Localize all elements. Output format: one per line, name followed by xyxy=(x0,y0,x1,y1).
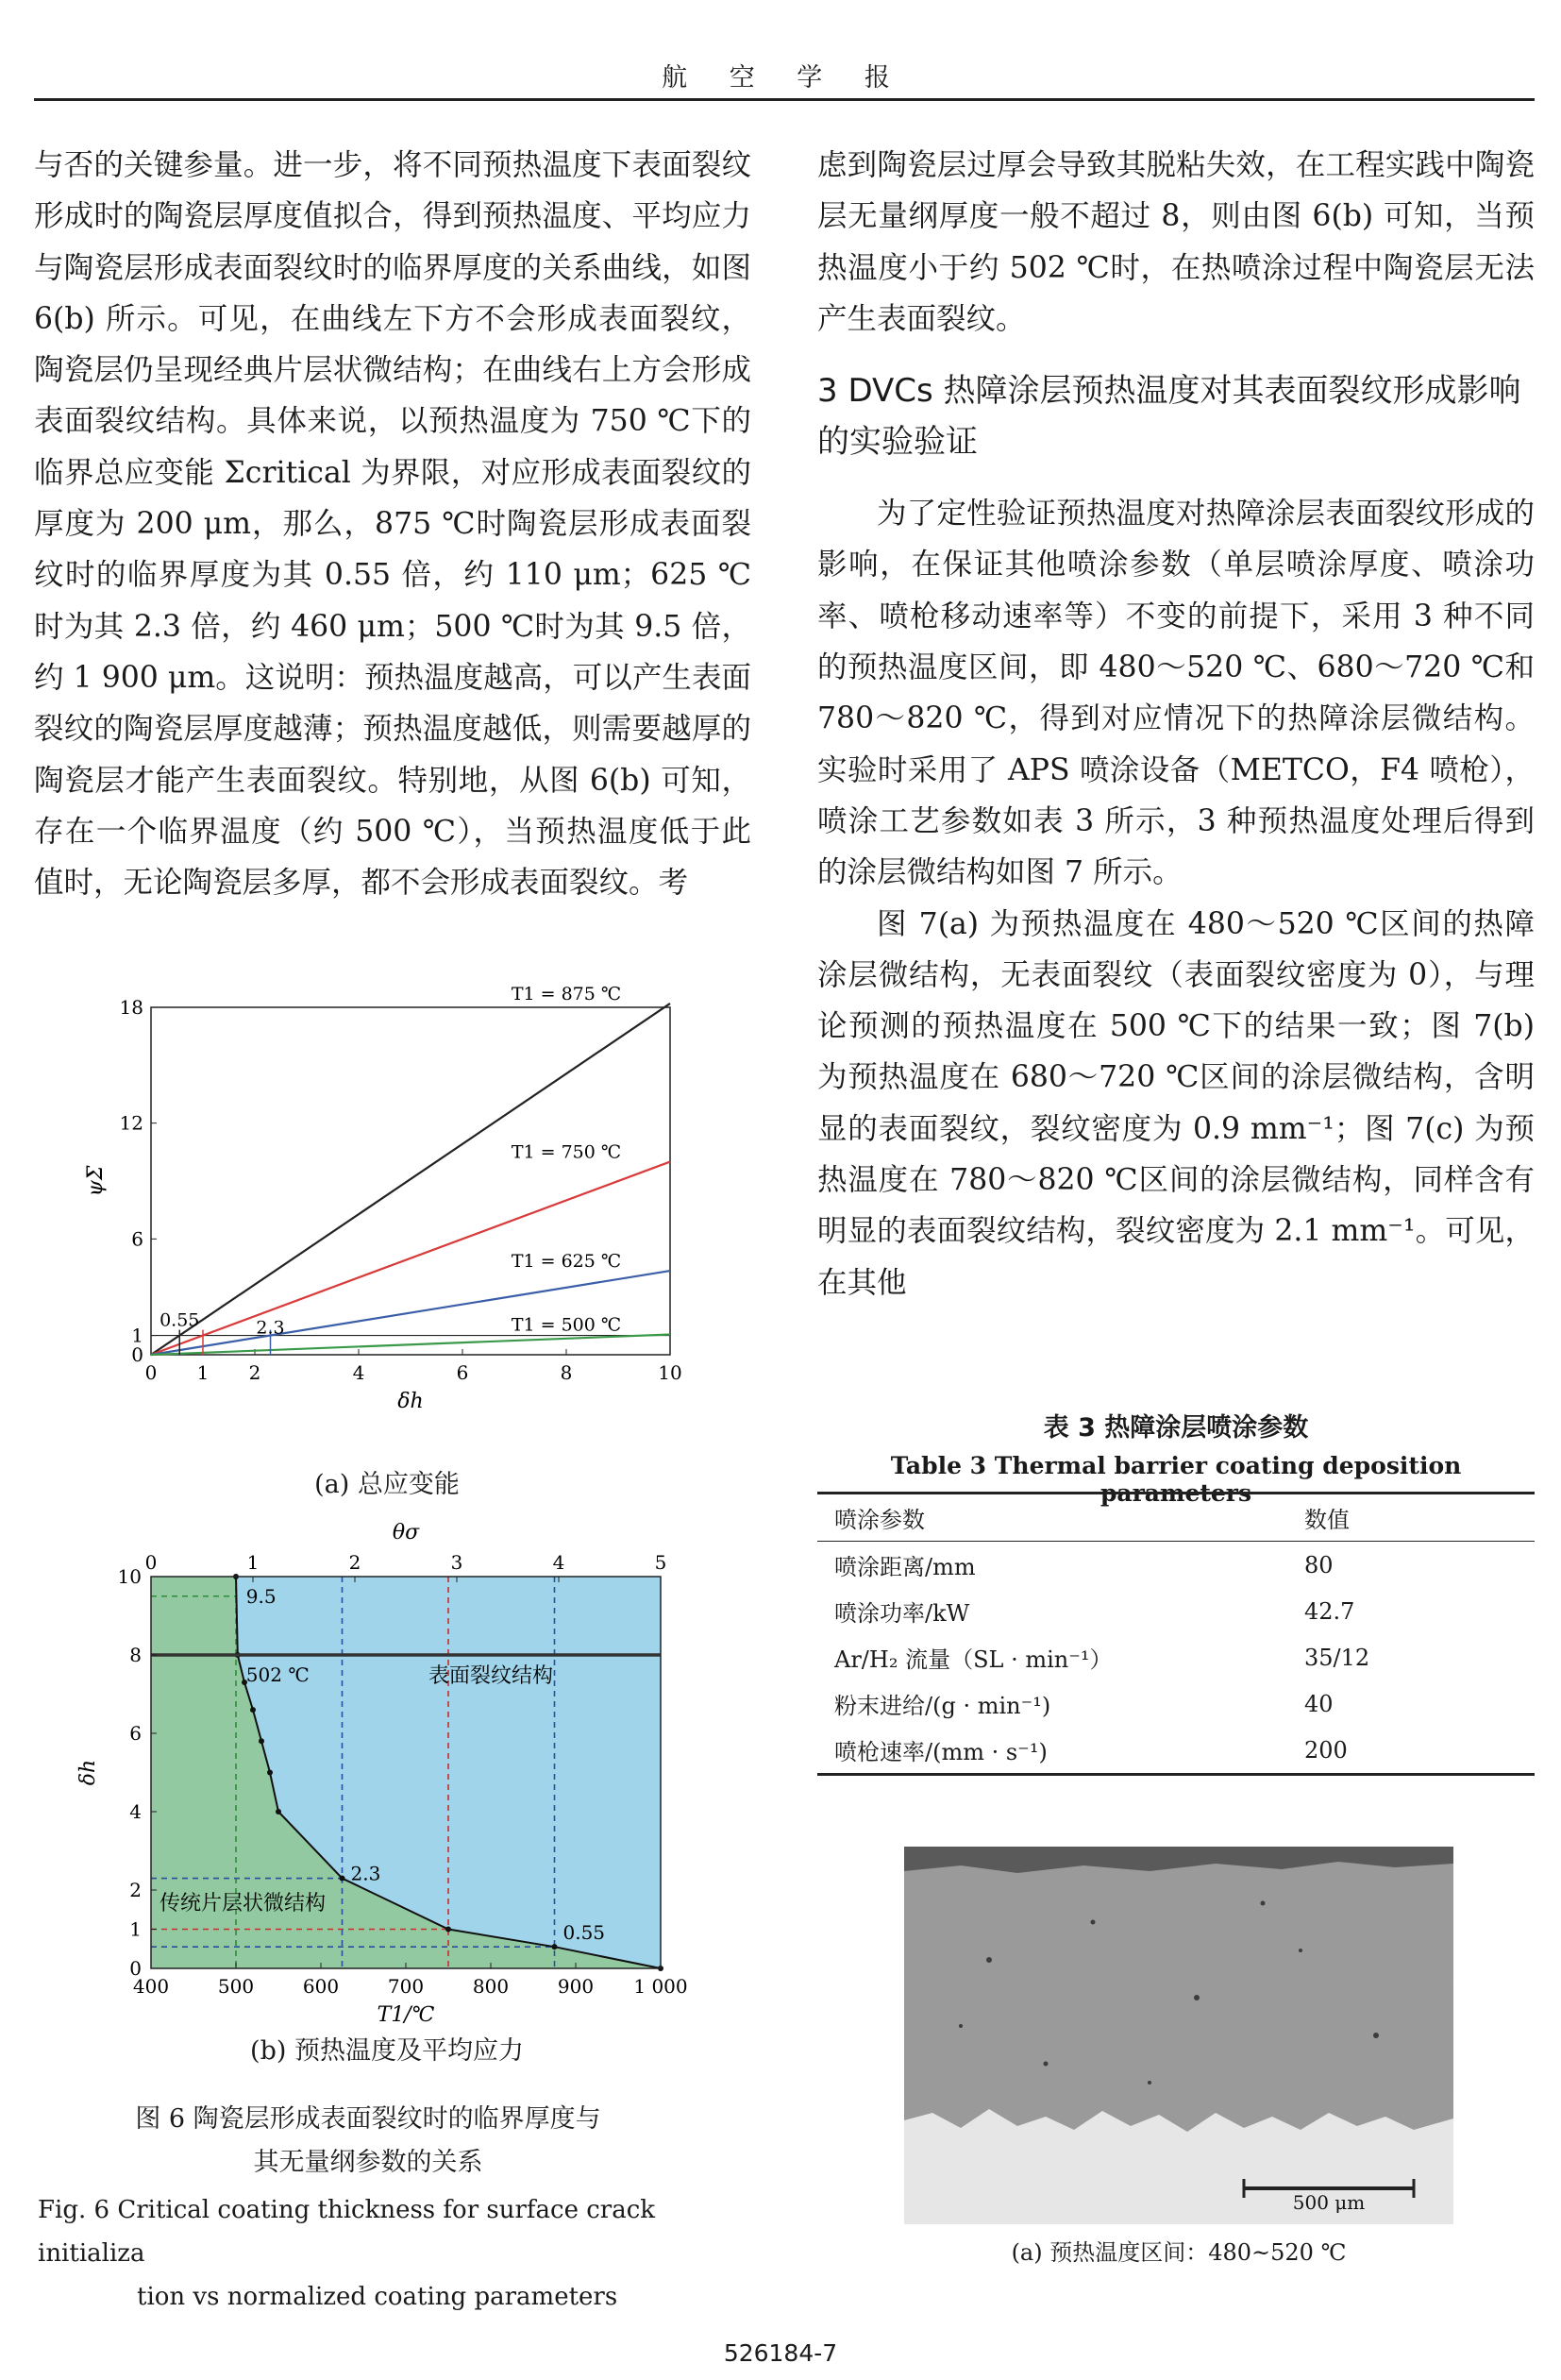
left-column xyxy=(34,140,751,908)
x-tick-label: 700 xyxy=(387,1975,425,1998)
top-tick-label: 4 xyxy=(552,1551,565,1574)
table-row xyxy=(817,1634,1535,1680)
y-tick-label: 12 xyxy=(119,1111,143,1135)
micrograph-image xyxy=(904,1847,1453,2224)
x-tick-label: 500 xyxy=(217,1975,255,1998)
annotation-label: 2.3 xyxy=(350,1862,381,1885)
x-tick-label: 400 xyxy=(132,1975,170,1998)
figure-6-caption-cn-line2: 其无量纲参数的关系 xyxy=(253,2148,483,2177)
annotation-label: 502 ℃ xyxy=(245,1663,310,1686)
scale-bar-label: 500 μm xyxy=(1292,2191,1366,2214)
annotation-label: 0.55 xyxy=(562,1921,606,1945)
table-cell-param: 喷枪速率/(mm · s⁻¹) xyxy=(834,1739,1048,1765)
x-axis-label: δh xyxy=(397,1390,424,1413)
x-tick-label: 6 xyxy=(456,1361,469,1384)
figure-6b-subcaption: (b) 预热温度及平均应力 xyxy=(250,2036,524,2066)
table-cell-value: 40 xyxy=(1304,1690,1334,1717)
region-label: 表面裂纹结构 xyxy=(428,1664,554,1689)
curve-point xyxy=(340,1876,345,1882)
top-axis-label: θσ xyxy=(392,1521,420,1544)
annotation-label: 0.55 xyxy=(159,1309,200,1331)
x-tick-label: 800 xyxy=(472,1975,510,1998)
figure-6-caption-en-line1: Fig. 6 Critical coating thickness for surface crack initializa xyxy=(38,2196,656,2268)
x-tick-label: 1 000 xyxy=(633,1975,688,1998)
curve-point xyxy=(552,1944,558,1950)
table-cell-value: 42.7 xyxy=(1304,1597,1355,1625)
table-row xyxy=(817,1727,1535,1775)
top-tick-label: 3 xyxy=(450,1551,463,1574)
table-cell-value: 200 xyxy=(1304,1736,1348,1764)
top-tick-label: 0 xyxy=(144,1551,158,1574)
right-paragraph-2: 为了定性验证预热温度对热障涂层表面裂纹形成的影响，在保证其他喷涂参数（单层喷涂厚度、喷涂功率、喷枪移动速率等）不变的前提下，采用 3 种不同的预热温度区间，即 480～520 ℃、680～720 ℃和 780～820 ℃，得到对应情况下的热障涂层微结构。实验时采用了 APS 喷涂设备（METCO，F4 喷枪），喷涂工艺参数如表 3 所示，3 种预热温度处理后得到的涂层微结构如图 7 所示。 xyxy=(817,497,1535,890)
x-axis-label: T1/℃ xyxy=(377,2003,435,2027)
figure-6-caption-cn xyxy=(38,2098,698,2185)
annotation-label: 9.5 xyxy=(245,1584,277,1608)
table-3-caption-cn: 表 3 热障涂层喷涂参数 xyxy=(1043,1413,1309,1443)
table-row xyxy=(817,1588,1535,1634)
x-tick-label: 8 xyxy=(560,1361,573,1384)
figure-7a-micrograph xyxy=(904,1847,1453,2224)
curve-point xyxy=(445,1927,451,1933)
x-tick-label: 2 xyxy=(248,1361,261,1384)
x-tick-label: 4 xyxy=(352,1361,365,1384)
y-tick-label: 1 xyxy=(129,1917,142,1941)
table-header-value: 数值 xyxy=(1304,1507,1350,1533)
table-3-caption-en: Table 3 Thermal barrier coating deposition parameters xyxy=(890,1452,1462,1507)
x-tick-label: 1 xyxy=(196,1361,210,1384)
curve-point xyxy=(250,1707,256,1713)
section-title: 3 DVCs 热障涂层预热温度对其表面裂纹形成影响的实验验证 xyxy=(817,372,1521,462)
annotation-label: 2.3 xyxy=(256,1317,285,1339)
figure-6-caption-en-line2: tion vs normalized coating parameters xyxy=(137,2283,618,2311)
figure-6-caption-cn-line1: 图 6 陶瓷层形成表面裂纹时的临界厚度与 xyxy=(135,2104,601,2134)
y-tick-label: 0 xyxy=(131,1343,143,1366)
series-label: T1 = 875 ℃ xyxy=(511,983,622,1004)
curve-point xyxy=(267,1770,273,1776)
figure-7a-subcaption: (a) 预热温度区间：480~520 ℃ xyxy=(1011,2239,1347,2266)
curve-point xyxy=(276,1809,281,1815)
y-axis-label: ψΣ xyxy=(84,1165,108,1197)
y-tick-label: 0 xyxy=(129,1957,142,1980)
table-header-row xyxy=(817,1494,1535,1542)
y-tick-label: 18 xyxy=(119,996,143,1019)
y-tick-label: 8 xyxy=(129,1644,142,1666)
figure-6a-subcaption: (a) 总应变能 xyxy=(314,1470,460,1499)
table-cell-param: Ar/H₂ 流量（SL · min⁻¹） xyxy=(834,1646,1113,1673)
y-tick-label: 6 xyxy=(129,1722,142,1745)
right-paragraph-3: 图 7(a) 为预热温度在 480～520 ℃区间的热障涂层微结构，无表面裂纹（表面裂纹密度为 0），与理论预测的预热温度在 500 ℃下的结果一致；图 7(b) 为预热温度在 680～720 ℃区间的涂层微结构，含明显的表面裂纹，裂纹密度为 0.9 mm⁻¹；图 7(c) 为预热温度在 780～820 ℃区间的涂层微结构，同样含有明显的表面裂纹结构，裂纹密度为 2.1 mm⁻¹。可见，在其他 xyxy=(817,906,1535,1300)
y-axis-label: δh xyxy=(76,1759,100,1786)
x-tick-label: 900 xyxy=(557,1975,595,1998)
left-paragraph: 与否的关键参量。进一步，将不同预热温度下表面裂纹形成时的陶瓷层厚度值拟合，得到预热温度、平均应力与陶瓷层形成表面裂纹时的临界厚度的关系曲线，如图 6(b) 所示。可见，在曲线左下方不会形成表面裂纹，陶瓷层仍呈现经典片层状微结构；在曲线右上方会形成表面裂纹结构。具体来说，以预热温度为 750 ℃下的临界总应变能 Σcritical 为界限，对应形成表面裂纹的厚度为 200 μm，那么，875 ℃时陶瓷层形成表面裂纹时的临界厚度为其 0.55 倍，约 110 μm；625 ℃时为其 2.3 倍，约 460 μm；500 ℃时为其 9.5 倍，约 1 900 μm。这说明：预热温度越高，可以产生表面裂纹的陶瓷层厚度越薄；预热温度越低，则需要越厚的陶瓷层才能产生表面裂纹。特别地，从图 6(b) 可知，存在一个临界温度（约 500 ℃），当预热温度低于此值时，无论陶瓷层多厚，都不会形成表面裂纹。考 xyxy=(34,148,752,901)
curve-point xyxy=(259,1738,264,1744)
table-row xyxy=(817,1542,1535,1589)
x-tick-label: 0 xyxy=(144,1361,158,1384)
header-rule xyxy=(34,98,1535,101)
table-row xyxy=(817,1680,1535,1727)
table-cell-value: 80 xyxy=(1304,1551,1334,1578)
figure-6a-chart xyxy=(84,983,689,1482)
figure-6-caption-en xyxy=(38,2188,755,2319)
region-label: 传统片层状微结构 xyxy=(159,1891,327,1916)
figure-6b-chart xyxy=(76,1501,698,2068)
journal-header: 航 空 学 报 xyxy=(662,63,907,93)
table-cell-param: 喷涂功率/kW xyxy=(834,1600,970,1627)
top-tick-label: 5 xyxy=(654,1551,667,1574)
table-cell-value: 35/12 xyxy=(1304,1644,1370,1671)
x-tick-label: 600 xyxy=(302,1975,340,1998)
top-tick-label: 2 xyxy=(348,1551,361,1574)
page-number: 526184-7 xyxy=(723,2339,838,2367)
top-tick-label: 1 xyxy=(246,1551,260,1574)
right-paragraph-1: 虑到陶瓷层过厚会导致其脱粘失效，在工程实践中陶瓷层无量纲厚度一般不超过 8，则由图 6(b) 可知，当预热温度小于约 502 ℃时，在热喷涂过程中陶瓷层无法产生表面裂纹。 xyxy=(817,148,1535,336)
right-column xyxy=(817,140,1535,1308)
table-3 xyxy=(817,1492,1535,1776)
y-tick-label: 4 xyxy=(129,1800,142,1823)
table-cell-param: 喷涂距离/mm xyxy=(834,1554,976,1580)
y-tick-label: 6 xyxy=(131,1227,143,1251)
table-header-param: 喷涂参数 xyxy=(834,1507,925,1533)
series-label: T1 = 500 ℃ xyxy=(511,1314,622,1336)
y-tick-label: 1 xyxy=(131,1324,143,1347)
table-cell-param: 粉末进给/(g · min⁻¹) xyxy=(834,1693,1051,1719)
series-label: T1 = 625 ℃ xyxy=(511,1251,622,1273)
y-tick-label: 2 xyxy=(129,1879,142,1901)
series-label: T1 = 750 ℃ xyxy=(511,1141,622,1163)
y-tick-label: 10 xyxy=(117,1565,142,1588)
x-tick-label: 10 xyxy=(658,1361,682,1384)
